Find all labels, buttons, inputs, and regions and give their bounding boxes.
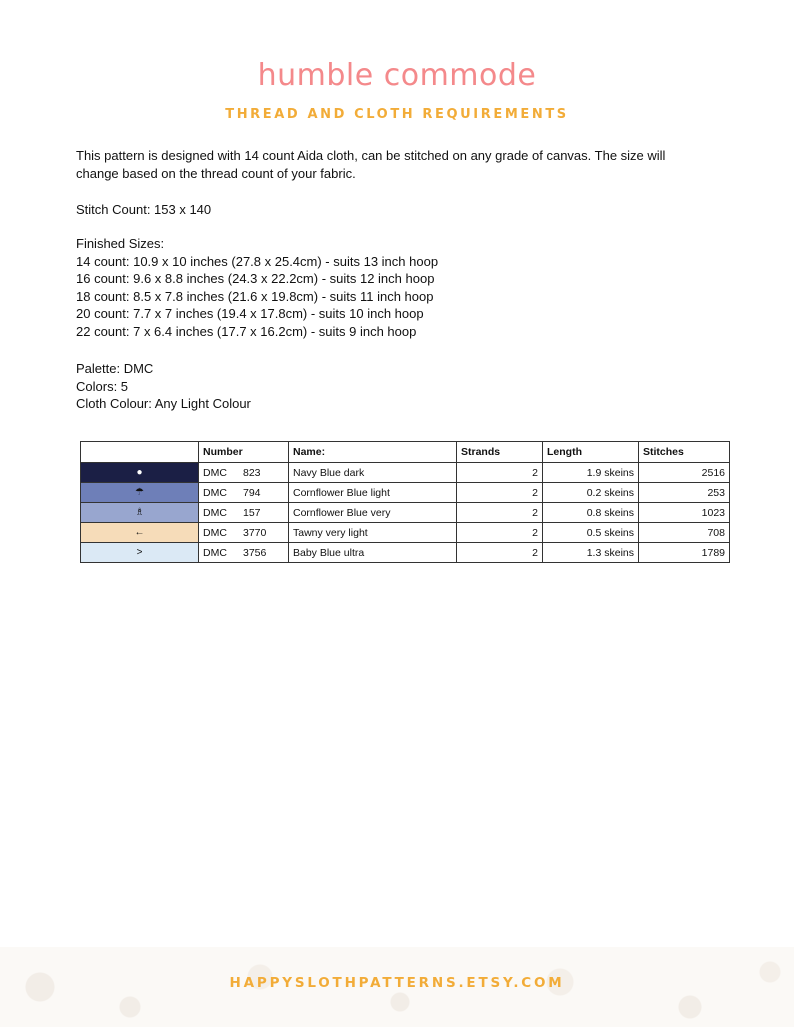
header-number: Number [199, 442, 289, 463]
thread-strands: 2 [457, 523, 543, 543]
stitch-symbol: ● [136, 467, 143, 478]
thread-stitches: 708 [639, 523, 730, 543]
header-name: Name: [289, 442, 457, 463]
table-row [81, 523, 730, 543]
dmc-number [199, 543, 289, 563]
thread-length: 1.9 skeins [543, 463, 639, 483]
stitch-symbol: ← [134, 527, 145, 538]
palette-brand: Palette: DMC [76, 361, 154, 376]
table-row [81, 463, 730, 483]
header-strands: Strands [457, 442, 543, 463]
dmc-number [199, 483, 289, 503]
color-swatch [81, 503, 199, 523]
thread-brand: DMC [203, 526, 227, 539]
thread-brand: DMC [203, 546, 227, 559]
thread-code: 3770 [243, 526, 267, 539]
section-subtitle: THREAD AND CLOTH REQUIREMENTS [225, 107, 569, 122]
intro-paragraph [76, 147, 716, 182]
header-stitches: Stitches [639, 442, 730, 463]
finished-sizes-heading: Finished Sizes: [76, 236, 165, 251]
color-swatch [81, 543, 199, 563]
thread-code: 823 [243, 466, 261, 479]
pattern-title: humble commode [257, 58, 537, 93]
thread-name: Tawny very light [289, 523, 457, 543]
thread-code: 794 [243, 486, 261, 499]
thread-stitches: 1789 [639, 543, 730, 563]
dmc-number [199, 463, 289, 483]
stitch-symbol: > [136, 547, 143, 558]
thread-brand: DMC [203, 506, 227, 519]
dmc-number [199, 523, 289, 543]
palette-colors: Colors: 5 [76, 378, 129, 394]
table-header-row [81, 442, 730, 463]
thread-length: 1.3 skeins [543, 543, 639, 563]
cloth-colour: Cloth Colour: Any Light Colour [76, 396, 251, 411]
thread-strands: 2 [457, 543, 543, 563]
finished-size-line: 16 count: 9.6 x 8.8 inches (24.3 x 22.2cm) - suits 12 inch hoop [76, 271, 435, 286]
thread-stitches: 2516 [639, 463, 730, 483]
color-swatch [81, 523, 199, 543]
finished-size-line: 18 count: 8.5 x 7.8 inches (21.6 x 19.8cm) - suits 11 inch hoop [76, 288, 434, 304]
thread-brand: DMC [203, 466, 227, 479]
intro-line: change based on the thread count of your fabric. [76, 165, 356, 181]
stitch-count: Stitch Count: 153 x 140 [76, 202, 212, 217]
thread-length: 0.5 skeins [543, 523, 639, 543]
thread-strands: 2 [457, 503, 543, 523]
dmc-number [199, 503, 289, 523]
thread-code: 157 [243, 506, 261, 519]
palette-info [76, 360, 716, 413]
color-swatch [81, 463, 199, 483]
thread-name: Navy Blue dark [289, 463, 457, 483]
stitch-symbol: ♗ [135, 507, 144, 518]
finished-sizes [76, 235, 716, 340]
thread-table [80, 441, 730, 563]
thread-strands: 2 [457, 463, 543, 483]
header-symbol [81, 442, 199, 463]
finished-size-line: 14 count: 10.9 x 10 inches (27.8 x 25.4cm) - suits 13 inch hoop [76, 253, 439, 269]
stitch-symbol: ☂ [135, 487, 144, 498]
thread-stitches: 253 [639, 483, 730, 503]
table-row [81, 543, 730, 563]
header-length: Length [543, 442, 639, 463]
color-swatch [81, 483, 199, 503]
shop-url: HAPPYSLOTHPATTERNS.ETSY.COM [229, 975, 565, 991]
intro-line: This pattern is designed with 14 count Aida cloth, can be stitched on any grade of canvas. The size will [76, 148, 666, 163]
thread-brand: DMC [203, 486, 227, 499]
thread-stitches: 1023 [639, 503, 730, 523]
thread-length: 0.2 skeins [543, 483, 639, 503]
thread-strands: 2 [457, 483, 543, 503]
thread-length: 0.8 skeins [543, 503, 639, 523]
thread-code: 3756 [243, 546, 267, 559]
finished-size-line: 22 count: 7 x 6.4 inches (17.7 x 16.2cm) - suits 9 inch hoop [76, 323, 417, 339]
thread-name: Baby Blue ultra [289, 543, 457, 563]
table-row [81, 503, 730, 523]
finished-size-line: 20 count: 7.7 x 7 inches (19.4 x 17.8cm) - suits 10 inch hoop [76, 306, 424, 321]
thread-name: Cornflower Blue light [289, 483, 457, 503]
thread-name: Cornflower Blue very [289, 503, 457, 523]
table-row [81, 483, 730, 503]
